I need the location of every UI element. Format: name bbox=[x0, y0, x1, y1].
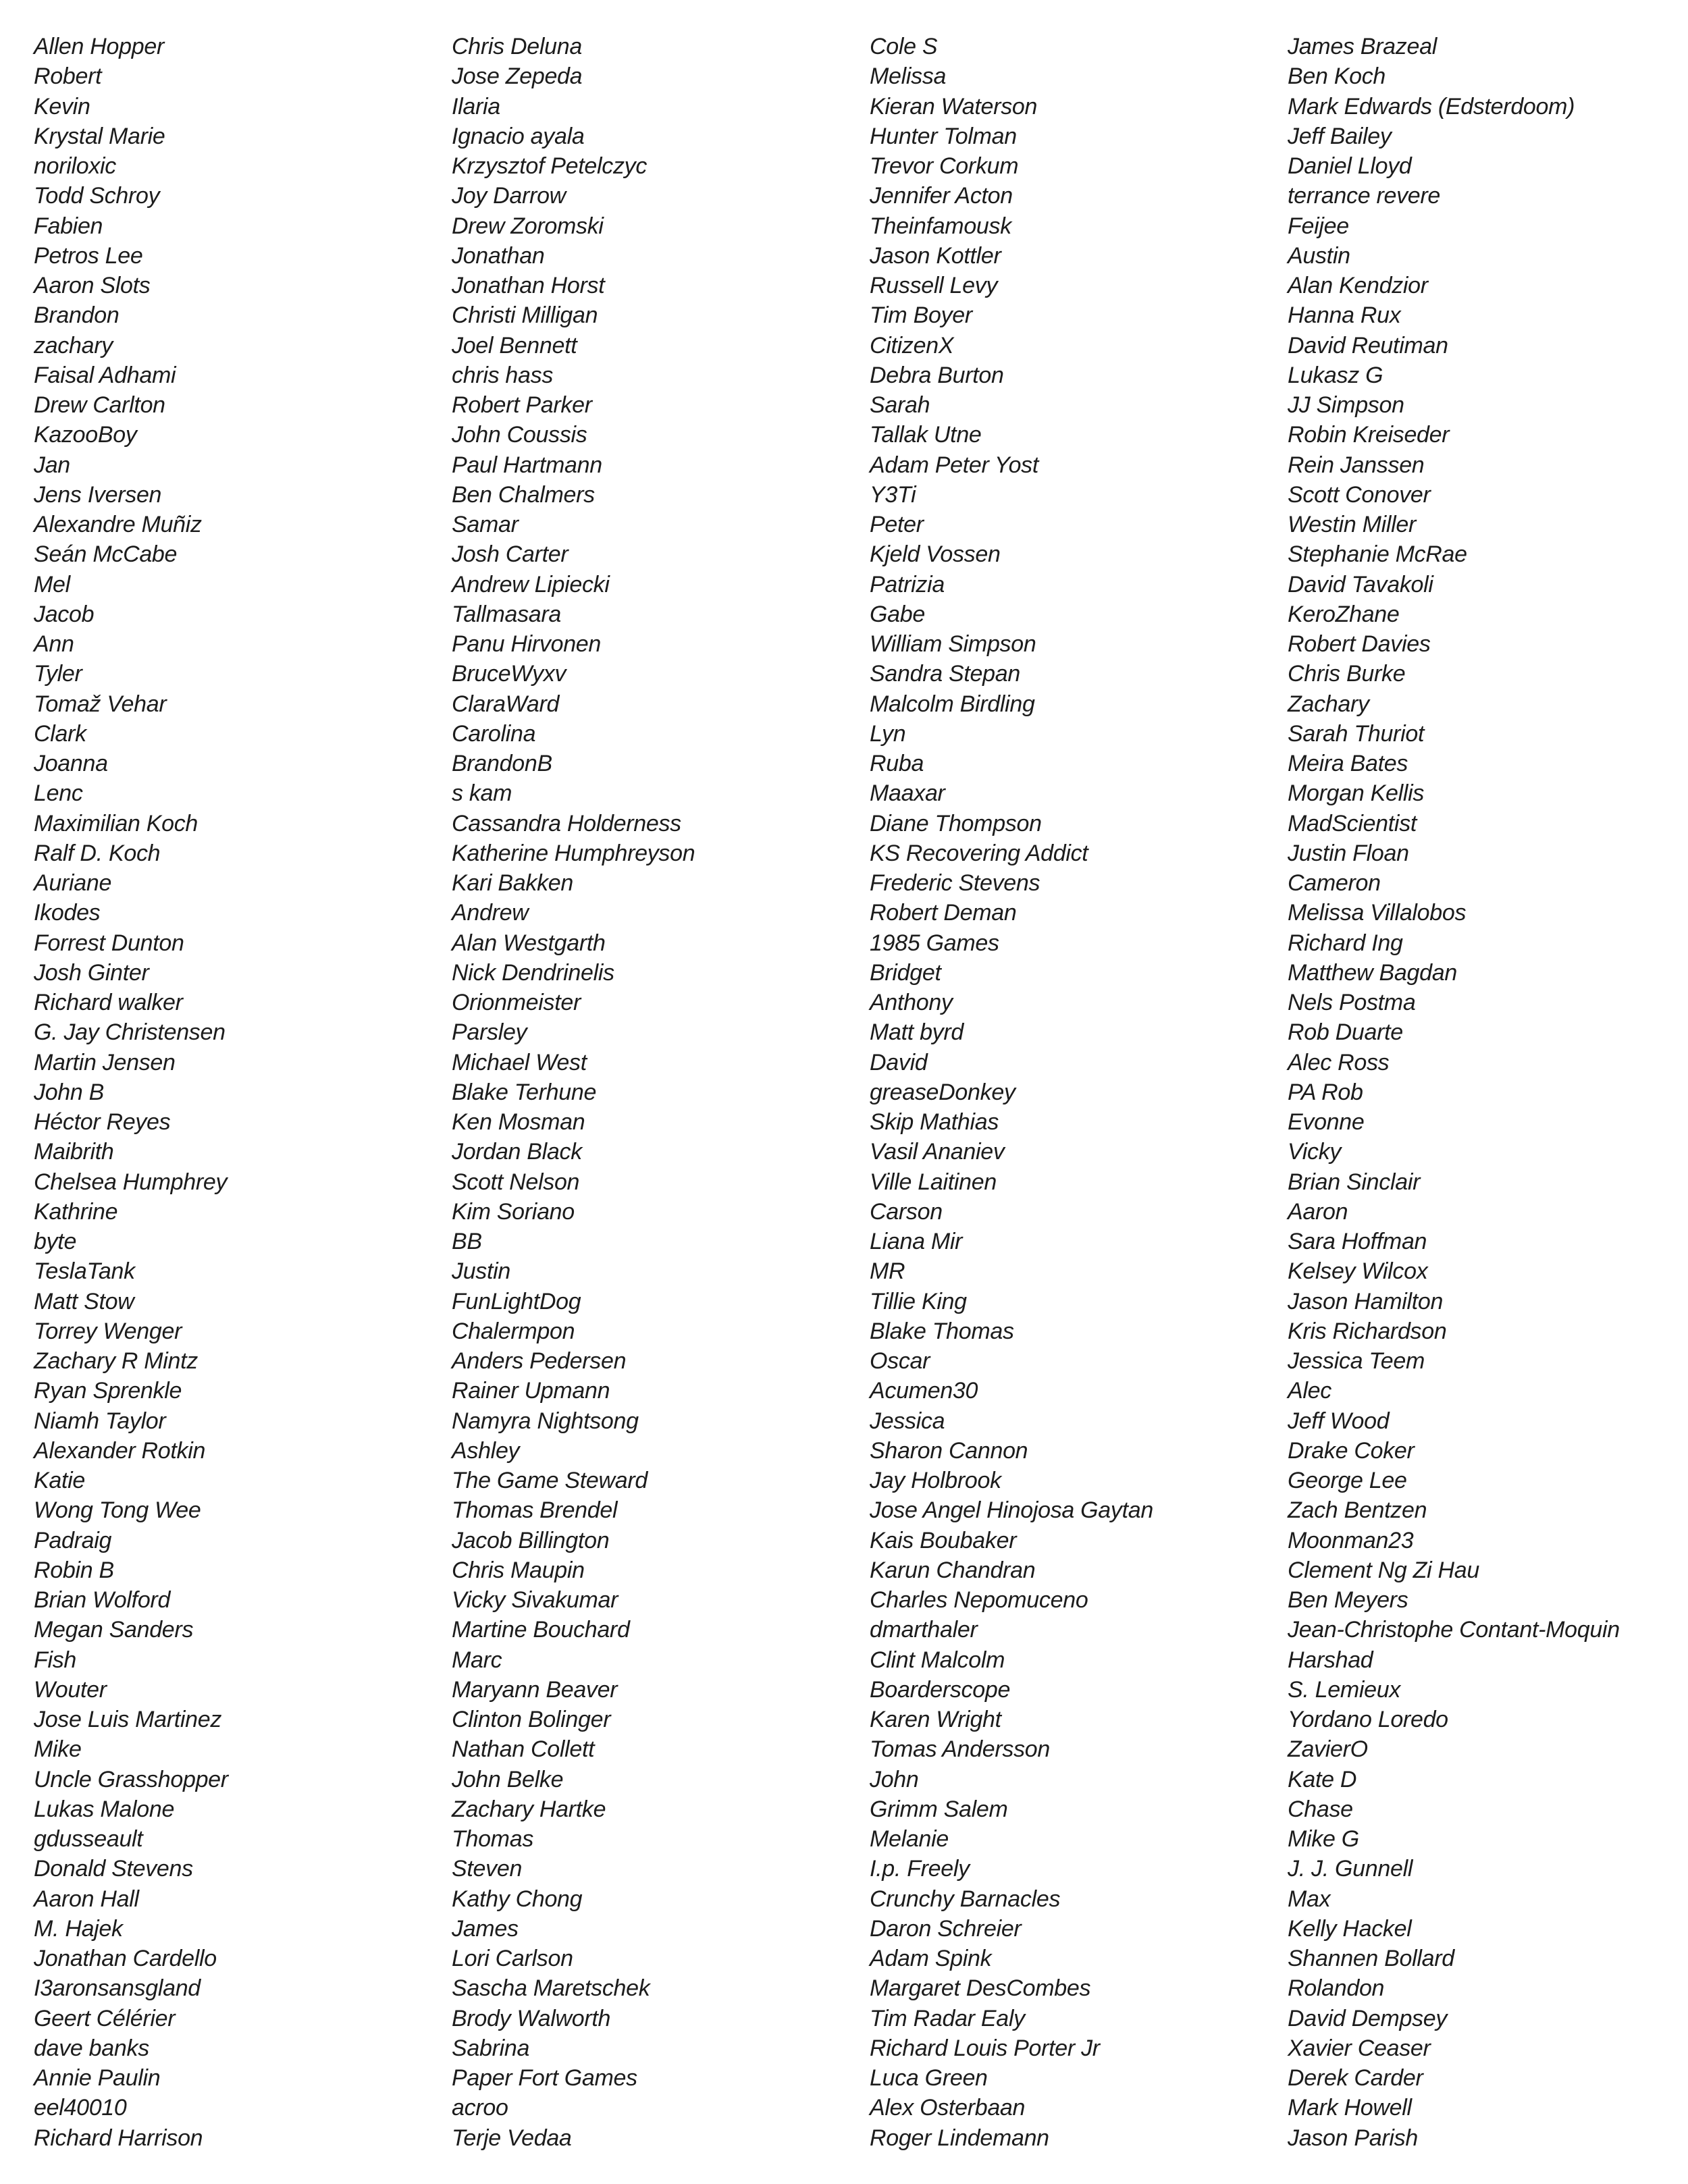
name-entry: Tim Boyer bbox=[870, 302, 972, 329]
name-entry: Acumen30 bbox=[870, 1378, 978, 1404]
name-entry: Margaret DesCombes bbox=[870, 1975, 1091, 2002]
name-entry: Marc bbox=[452, 1647, 502, 1673]
name-entry: Maibrith bbox=[34, 1139, 114, 1165]
name-entry: Jay Holbrook bbox=[870, 1468, 1001, 1493]
name-entry: Sabrina bbox=[452, 2035, 530, 2061]
name-entry: Alex Osterbaan bbox=[870, 2095, 1026, 2121]
name-entry: I3aronsansgland bbox=[34, 1975, 201, 2002]
name-entry: Robert Deman bbox=[870, 900, 1017, 926]
name-entry: JJ Simpson bbox=[1288, 392, 1404, 418]
name-entry: Parsley bbox=[452, 1019, 527, 1046]
name-entry: Aaron Slots bbox=[34, 273, 151, 298]
name-entry: Rolandon bbox=[1288, 1975, 1385, 2002]
name-entry: Ville Laitinen bbox=[870, 1169, 997, 1195]
name-entry: Jean-Christophe Contant-Moquin bbox=[1288, 1617, 1620, 1643]
name-entry: Adam Peter Yost bbox=[870, 452, 1039, 478]
name-entry: David bbox=[870, 1049, 928, 1075]
name-entry: Drake Coker bbox=[1288, 1437, 1415, 1464]
name-list bbox=[34, 32, 1681, 2172]
name-entry: Ruba bbox=[870, 751, 924, 776]
name-entry: Ignacio ayala bbox=[452, 123, 585, 149]
name-entry: Clement Ng Zi Hau bbox=[1288, 1557, 1479, 1583]
name-entry: Lenc bbox=[34, 780, 83, 807]
name-entry: Jason Kottler bbox=[870, 242, 1001, 269]
name-entry: KazooBoy bbox=[34, 422, 137, 448]
name-entry: Hanna Rux bbox=[1288, 302, 1401, 329]
name-entry: Zach Bentzen bbox=[1288, 1497, 1427, 1524]
name-entry: Jens Iversen bbox=[34, 481, 162, 508]
name-entry: terrance revere bbox=[1288, 183, 1441, 209]
name-entry: Tomaž Vehar bbox=[34, 691, 167, 717]
name-entry: Vasil Ananiev bbox=[870, 1139, 1005, 1165]
name-entry: Michael West bbox=[452, 1049, 587, 1075]
name-entry: G. Jay Christensen bbox=[34, 1019, 226, 1046]
name-entry: Derek Carder bbox=[1288, 2065, 1423, 2091]
name-column-2 bbox=[452, 32, 857, 2153]
name-entry: Chase bbox=[1288, 1796, 1353, 1822]
name-entry: James Brazeal bbox=[1288, 34, 1437, 59]
name-entry: Kelsey Wilcox bbox=[1288, 1258, 1428, 1285]
name-entry: ClaraWard bbox=[452, 691, 560, 717]
name-entry: Richard Ing bbox=[1288, 930, 1403, 956]
name-entry: Steven bbox=[452, 1856, 523, 1882]
name-entry: Blake Terhune bbox=[452, 1079, 597, 1105]
name-entry: Chris Maupin bbox=[452, 1557, 585, 1583]
name-entry: BB bbox=[452, 1229, 482, 1254]
name-entry: Panu Hirvonen bbox=[452, 631, 602, 657]
name-entry: Karun Chandran bbox=[870, 1557, 1036, 1583]
name-entry: chris hass bbox=[452, 362, 554, 388]
name-entry: Ryan Sprenkle bbox=[34, 1378, 182, 1404]
name-entry: Andrew Lipiecki bbox=[452, 571, 610, 597]
name-entry: Richard walker bbox=[34, 990, 183, 1015]
name-entry: Jeff Wood bbox=[1288, 1408, 1390, 1434]
name-entry: Brian Wolford bbox=[34, 1587, 171, 1613]
name-entry: Robert Parker bbox=[452, 392, 592, 418]
name-entry: Joanna bbox=[34, 751, 108, 776]
name-entry: Chris Burke bbox=[1288, 661, 1406, 687]
name-entry: Melanie bbox=[870, 1826, 949, 1852]
name-entry: Aaron bbox=[1288, 1198, 1348, 1225]
name-entry: Skip Mathias bbox=[870, 1109, 999, 1135]
name-entry: Alec Ross bbox=[1288, 1049, 1390, 1075]
name-entry: Seán McCabe bbox=[34, 541, 178, 568]
name-entry: Harshad bbox=[1288, 1647, 1373, 1673]
name-entry: Shannen Bollard bbox=[1288, 1946, 1454, 1971]
name-entry: Tallak Utne bbox=[870, 422, 982, 448]
name-entry: s kam bbox=[452, 780, 512, 807]
name-entry: Ralf D. Koch bbox=[34, 840, 161, 866]
name-entry: George Lee bbox=[1288, 1468, 1407, 1493]
name-entry: Aaron Hall bbox=[34, 1886, 139, 1912]
name-entry: greaseDonkey bbox=[870, 1079, 1016, 1105]
name-entry: Bridget bbox=[870, 959, 941, 986]
name-entry: dmarthaler bbox=[870, 1617, 978, 1643]
name-entry: Mike bbox=[34, 1736, 82, 1763]
name-entry: Malcolm Birdling bbox=[870, 691, 1035, 717]
name-entry: PA Rob bbox=[1288, 1079, 1363, 1105]
name-entry: eel40010 bbox=[34, 2095, 127, 2121]
name-entry: Alexander Rotkin bbox=[34, 1437, 206, 1464]
name-entry: Ben Chalmers bbox=[452, 481, 595, 508]
name-entry: Austin bbox=[1288, 242, 1350, 269]
name-entry: Crunchy Barnacles bbox=[870, 1886, 1061, 1912]
name-entry: Rainer Upmann bbox=[452, 1378, 610, 1404]
name-entry: KS Recovering Addict bbox=[870, 840, 1088, 866]
name-entry: Héctor Reyes bbox=[34, 1109, 171, 1135]
name-entry: Cole S bbox=[870, 34, 938, 59]
name-entry: zachary bbox=[34, 332, 113, 358]
name-entry: 1985 Games bbox=[870, 930, 999, 956]
name-entry: Alan Westgarth bbox=[452, 930, 606, 956]
name-entry: Meira Bates bbox=[1288, 751, 1408, 776]
name-entry: Jonathan bbox=[452, 242, 545, 269]
name-entry: Zachary bbox=[1288, 691, 1369, 717]
name-entry: Martine Bouchard bbox=[452, 1617, 630, 1643]
name-entry: S. Lemieux bbox=[1288, 1676, 1401, 1703]
name-entry: Melissa Villalobos bbox=[1288, 900, 1467, 926]
name-entry: Kari Bakken bbox=[452, 870, 574, 896]
name-entry: M. Hajek bbox=[34, 1915, 123, 1942]
name-entry: The Game Steward bbox=[452, 1468, 648, 1493]
name-entry: Y3Ti bbox=[870, 481, 916, 508]
name-entry: Scott Nelson bbox=[452, 1169, 580, 1195]
name-entry: Donald Stevens bbox=[34, 1856, 193, 1882]
name-entry: Jeff Bailey bbox=[1288, 123, 1392, 149]
name-entry: MR bbox=[870, 1258, 905, 1285]
name-entry: Geert Célérier bbox=[34, 2005, 176, 2031]
name-entry: Robert Davies bbox=[1288, 631, 1431, 657]
name-entry: Sascha Maretschek bbox=[452, 1975, 650, 2002]
name-entry: Carolina bbox=[452, 720, 536, 747]
name-entry: Anthony bbox=[870, 990, 953, 1015]
name-entry: Zachary Hartke bbox=[452, 1796, 606, 1822]
name-entry: John bbox=[870, 1766, 919, 1792]
name-entry: Rein Janssen bbox=[1288, 452, 1425, 478]
name-entry: Matt Stow bbox=[34, 1288, 134, 1314]
name-entry: Ikodes bbox=[34, 900, 101, 926]
name-entry: Kim Soriano bbox=[452, 1198, 575, 1225]
name-entry: Paul Hartmann bbox=[452, 452, 602, 478]
name-entry: Ben Meyers bbox=[1288, 1587, 1408, 1613]
name-entry: Joy Darrow bbox=[452, 183, 566, 209]
name-entry: Lukasz G bbox=[1288, 362, 1383, 388]
name-entry: Faisal Adhami bbox=[34, 362, 176, 388]
name-entry: Carson bbox=[870, 1198, 943, 1225]
name-entry: Nick Dendrinelis bbox=[452, 959, 614, 986]
name-entry: Alan Kendzior bbox=[1288, 273, 1428, 298]
name-entry: Blake Thomas bbox=[870, 1318, 1014, 1344]
name-entry: Anders Pedersen bbox=[452, 1348, 627, 1374]
name-entry: FunLightDog bbox=[452, 1288, 581, 1314]
name-entry: Nels Postma bbox=[1288, 990, 1416, 1015]
name-entry: gdusseault bbox=[34, 1826, 143, 1852]
name-entry: Lori Carlson bbox=[452, 1946, 573, 1971]
name-entry: noriloxic bbox=[34, 153, 117, 179]
name-entry: Adam Spink bbox=[870, 1946, 992, 1971]
name-entry: Jan bbox=[34, 452, 70, 478]
name-entry: Peter bbox=[870, 512, 924, 537]
name-entry: Chelsea Humphrey bbox=[34, 1169, 228, 1195]
name-entry: Megan Sanders bbox=[34, 1617, 194, 1643]
name-entry: Tim Radar Ealy bbox=[870, 2005, 1025, 2031]
name-entry: Hunter Tolman bbox=[870, 123, 1017, 149]
name-entry: ZavierO bbox=[1288, 1736, 1368, 1763]
name-entry: Grimm Salem bbox=[870, 1796, 1008, 1822]
name-entry: Kris Richardson bbox=[1288, 1318, 1447, 1344]
name-entry: Jose Angel Hinojosa Gaytan bbox=[870, 1497, 1153, 1524]
name-entry: Maryann Beaver bbox=[452, 1676, 618, 1703]
name-entry: Stephanie McRae bbox=[1288, 541, 1467, 568]
name-entry: Justin bbox=[452, 1258, 511, 1285]
name-entry: David Tavakoli bbox=[1288, 571, 1433, 597]
name-entry: Torrey Wenger bbox=[34, 1318, 182, 1344]
name-entry: Paper Fort Games bbox=[452, 2065, 637, 2091]
name-entry: Theinfamousk bbox=[870, 213, 1011, 239]
name-entry: Clint Malcolm bbox=[870, 1647, 1005, 1673]
name-entry: CitizenX bbox=[870, 332, 954, 358]
name-entry: Matt byrd bbox=[870, 1019, 964, 1046]
name-entry: Auriane bbox=[34, 870, 112, 896]
name-entry: Mel bbox=[34, 571, 70, 597]
name-entry: Christi Milligan bbox=[452, 302, 598, 329]
name-entry: Katie bbox=[34, 1468, 85, 1493]
name-entry: Westin Miller bbox=[1288, 512, 1417, 537]
name-entry: Sandra Stepan bbox=[870, 661, 1020, 687]
name-entry: Kieran Waterson bbox=[870, 93, 1038, 119]
name-entry: Katherine Humphreyson bbox=[452, 840, 695, 866]
name-entry: Gabe bbox=[870, 601, 925, 627]
name-entry: Alexandre Muñiz bbox=[34, 512, 202, 537]
name-entry: Tyler bbox=[34, 661, 82, 687]
name-entry: KeroZhane bbox=[1288, 601, 1400, 627]
name-entry: Feijee bbox=[1288, 213, 1349, 239]
name-entry: Jose Luis Martinez bbox=[34, 1707, 222, 1732]
name-entry: Padraig bbox=[34, 1527, 112, 1553]
name-entry: Robert bbox=[34, 63, 102, 90]
name-entry: Niamh Taylor bbox=[34, 1408, 166, 1434]
name-entry: John Coussis bbox=[452, 422, 587, 448]
name-entry: Brody Walworth bbox=[452, 2005, 611, 2031]
name-entry: Todd Schroy bbox=[34, 183, 160, 209]
name-entry: Ilaria bbox=[452, 93, 500, 119]
name-entry: Kais Boubaker bbox=[870, 1527, 1017, 1553]
name-entry: Matthew Bagdan bbox=[1288, 959, 1457, 986]
name-entry: Patrizia bbox=[870, 571, 945, 597]
name-entry: Jacob bbox=[34, 601, 95, 627]
name-entry: Kelly Hackel bbox=[1288, 1915, 1412, 1942]
name-column-3 bbox=[870, 32, 1275, 2153]
name-entry: Alec bbox=[1288, 1378, 1331, 1404]
name-entry: Boarderscope bbox=[870, 1676, 1011, 1703]
name-entry: Ben Koch bbox=[1288, 63, 1386, 90]
name-entry: Jonathan Horst bbox=[452, 273, 605, 298]
name-entry: Thomas bbox=[452, 1826, 534, 1852]
name-entry: MadScientist bbox=[1288, 810, 1417, 836]
name-entry: Clinton Bolinger bbox=[452, 1707, 611, 1732]
name-entry: TeslaTank bbox=[34, 1258, 135, 1285]
name-entry: Moonman23 bbox=[1288, 1527, 1414, 1553]
name-entry: Sara Hoffman bbox=[1288, 1229, 1427, 1254]
name-entry: John Belke bbox=[452, 1766, 564, 1792]
name-entry: Brian Sinclair bbox=[1288, 1169, 1421, 1195]
name-entry: Lukas Malone bbox=[34, 1796, 175, 1822]
name-entry: Jason Hamilton bbox=[1288, 1288, 1444, 1314]
name-entry: David Dempsey bbox=[1288, 2005, 1448, 2031]
name-entry: William Simpson bbox=[870, 631, 1036, 657]
name-entry: Scott Conover bbox=[1288, 481, 1431, 508]
name-entry: Orionmeister bbox=[452, 990, 581, 1015]
name-entry: Lyn bbox=[870, 720, 906, 747]
name-entry: Cassandra Holderness bbox=[452, 810, 681, 836]
name-entry: Drew Zoromski bbox=[452, 213, 604, 239]
name-entry: Charles Nepomuceno bbox=[870, 1587, 1088, 1613]
name-entry: Ann bbox=[34, 631, 74, 657]
name-column-1 bbox=[34, 32, 439, 2153]
name-entry: Mike G bbox=[1288, 1826, 1359, 1852]
name-entry: Sarah Thuriot bbox=[1288, 720, 1425, 747]
name-entry: Jacob Billington bbox=[452, 1527, 610, 1553]
name-entry: Tallmasara bbox=[452, 601, 562, 627]
name-entry: Namyra Nightsong bbox=[452, 1408, 639, 1434]
name-entry: Thomas Brendel bbox=[452, 1497, 618, 1524]
name-entry: J. J. Gunnell bbox=[1288, 1856, 1413, 1882]
name-entry: Clark bbox=[34, 720, 86, 747]
name-entry: Maaxar bbox=[870, 780, 945, 807]
name-entry: byte bbox=[34, 1229, 77, 1254]
name-entry: Josh Carter bbox=[452, 541, 569, 568]
name-entry: Annie Paulin bbox=[34, 2065, 161, 2091]
name-entry: Max bbox=[1288, 1886, 1331, 1912]
name-entry: Kjeld Vossen bbox=[870, 541, 1001, 568]
name-entry: Morgan Kellis bbox=[1288, 780, 1425, 807]
name-entry: David Reutiman bbox=[1288, 332, 1448, 358]
name-entry: Kathy Chong bbox=[452, 1886, 583, 1912]
name-entry: Samar bbox=[452, 512, 519, 537]
name-entry: Chalermpon bbox=[452, 1318, 575, 1344]
name-entry: Jessica Teem bbox=[1288, 1348, 1425, 1374]
name-entry: Forrest Dunton bbox=[34, 930, 184, 956]
name-entry: Robin B bbox=[34, 1557, 114, 1583]
name-entry: acroo bbox=[452, 2095, 508, 2121]
name-entry: Frederic Stevens bbox=[870, 870, 1040, 896]
name-entry: Kate D bbox=[1288, 1766, 1357, 1792]
name-entry: Chris Deluna bbox=[452, 34, 582, 59]
name-entry: James bbox=[452, 1915, 519, 1942]
name-entry: Liana Mir bbox=[870, 1229, 963, 1254]
name-entry: Richard Harrison bbox=[34, 2125, 203, 2151]
name-entry: I.p. Freely bbox=[870, 1856, 970, 1882]
name-entry: Karen Wright bbox=[870, 1707, 1001, 1732]
name-entry: Evonne bbox=[1288, 1109, 1365, 1135]
name-entry: Wouter bbox=[34, 1676, 107, 1703]
name-entry: Debra Burton bbox=[870, 362, 1004, 388]
name-entry: Nathan Collett bbox=[452, 1736, 595, 1763]
name-entry: Drew Carlton bbox=[34, 392, 165, 418]
name-entry: Brandon bbox=[34, 302, 120, 329]
name-entry: Diane Thompson bbox=[870, 810, 1042, 836]
name-entry: John B bbox=[34, 1079, 105, 1105]
name-entry: Petros Lee bbox=[34, 242, 143, 269]
name-entry: Jennifer Acton bbox=[870, 183, 1013, 209]
name-entry: BruceWyxv bbox=[452, 661, 566, 687]
name-entry: Fish bbox=[34, 1647, 77, 1673]
name-entry: Mark Howell bbox=[1288, 2095, 1412, 2121]
name-entry: Krzysztof Petelczyc bbox=[452, 153, 648, 179]
name-entry: Jose Zepeda bbox=[452, 63, 583, 90]
name-entry: Wong Tong Wee bbox=[34, 1497, 201, 1524]
name-entry: Melissa bbox=[870, 63, 947, 90]
name-entry: Mark Edwards (Edsterdoom) bbox=[1288, 93, 1575, 119]
name-entry: Kevin bbox=[34, 93, 90, 119]
name-entry: Vicky Sivakumar bbox=[452, 1587, 618, 1613]
name-entry: Jordan Black bbox=[452, 1139, 582, 1165]
name-entry: Ashley bbox=[452, 1437, 520, 1464]
name-entry: Oscar bbox=[870, 1348, 930, 1374]
name-entry: Luca Green bbox=[870, 2065, 988, 2091]
name-entry: Jason Parish bbox=[1288, 2125, 1418, 2151]
name-entry: Jonathan Cardello bbox=[34, 1946, 217, 1971]
name-entry: Sharon Cannon bbox=[870, 1437, 1028, 1464]
name-entry: Joel Bennett bbox=[452, 332, 577, 358]
name-entry: BrandonB bbox=[452, 751, 552, 776]
name-entry: Rob Duarte bbox=[1288, 1019, 1403, 1046]
name-entry: Tomas Andersson bbox=[870, 1736, 1051, 1763]
name-entry: Martin Jensen bbox=[34, 1049, 176, 1075]
name-entry: Sarah bbox=[870, 392, 930, 418]
name-entry: Uncle Grasshopper bbox=[34, 1766, 228, 1792]
name-entry: Justin Floan bbox=[1288, 840, 1409, 866]
name-entry: Trevor Corkum bbox=[870, 153, 1019, 179]
name-entry: Jessica bbox=[870, 1408, 945, 1434]
name-entry: Allen Hopper bbox=[34, 34, 164, 59]
name-entry: Roger Lindemann bbox=[870, 2125, 1049, 2151]
name-entry: Xavier Ceaser bbox=[1288, 2035, 1431, 2061]
name-entry: Ken Mosman bbox=[452, 1109, 585, 1135]
name-entry: dave banks bbox=[34, 2035, 149, 2061]
name-entry: Robin Kreiseder bbox=[1288, 422, 1450, 448]
name-entry: Yordano Loredo bbox=[1288, 1707, 1448, 1732]
name-column-4 bbox=[1288, 32, 1688, 2153]
name-entry: Kathrine bbox=[34, 1198, 118, 1225]
name-entry: Josh Ginter bbox=[34, 959, 149, 986]
name-entry: Daniel Lloyd bbox=[1288, 153, 1412, 179]
name-entry: Richard Louis Porter Jr bbox=[870, 2035, 1100, 2061]
name-entry: Daron Schreier bbox=[870, 1915, 1022, 1942]
name-entry: Russell Levy bbox=[870, 273, 998, 298]
name-entry: Zachary R Mintz bbox=[34, 1348, 198, 1374]
name-entry: Cameron bbox=[1288, 870, 1381, 896]
name-entry: Terje Vedaa bbox=[452, 2125, 572, 2151]
name-entry: Tillie King bbox=[870, 1288, 967, 1314]
name-entry: Fabien bbox=[34, 213, 103, 239]
name-entry: Maximilian Koch bbox=[34, 810, 199, 836]
name-entry: Krystal Marie bbox=[34, 123, 165, 149]
name-entry: Vicky bbox=[1288, 1139, 1342, 1165]
name-entry: Andrew bbox=[452, 900, 529, 926]
